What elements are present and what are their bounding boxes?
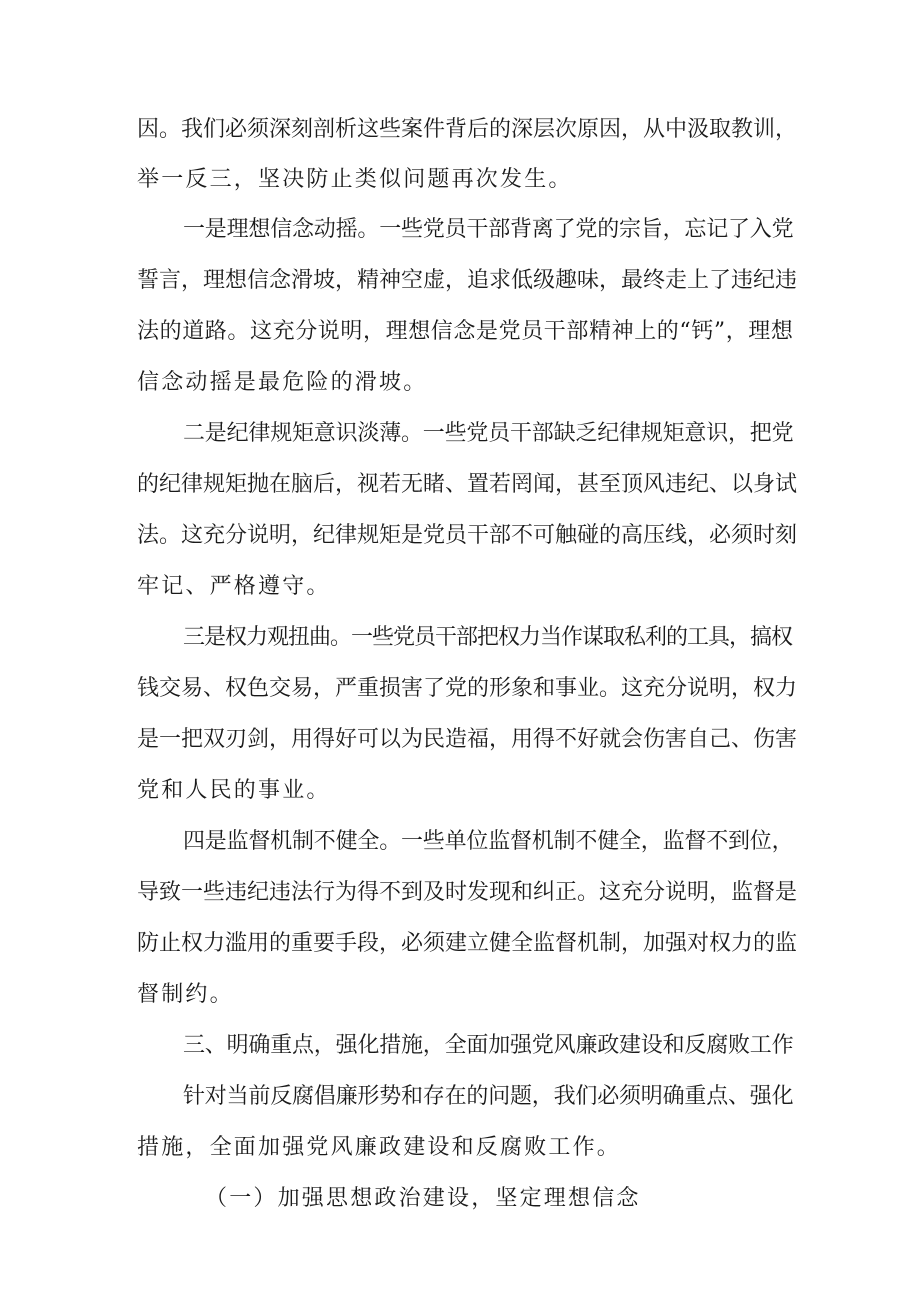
subsection-heading: （一）加强思想政治建设，坚定理想信念 xyxy=(205,1186,641,1211)
text-line: 钱交易、权色交易，严重损害了党的形象和事业。这充分说明，权力 xyxy=(137,676,798,701)
paragraph-start: 三是权力观扭曲。一些党员干部把权力当作谋取私利的工具，搞权 xyxy=(183,625,793,650)
paragraph-start: 二是纪律规矩意识淡薄。一些党员干部缺乏纪律规矩意识，把党 xyxy=(183,421,794,446)
paragraph-start: 一是理想信念动摇。一些党员干部背离了党的宗旨，忘记了入党 xyxy=(183,217,794,242)
text-line: 法的道路。这充分说明，理想信念是党员干部精神上的“钙”，理想 xyxy=(137,319,794,344)
text-line: 因。我们必须深刻剖析这些案件背后的深层次原因，从中汲取教训， xyxy=(137,117,798,142)
paragraph-start: 针对当前反腐倡廉形势和存在的问题，我们必须明确重点、强化 xyxy=(183,1084,794,1109)
text-line: 是一把双刃剑，用得好可以为民造福，用得不好就会伤害自己、伤害 xyxy=(137,727,798,752)
text-line: 导致一些违纪违法行为得不到及时发现和纠正。这充分说明，监督是 xyxy=(137,880,798,905)
text-line: 举一反三，坚决防止类似问题再次发生。 xyxy=(137,167,573,192)
text-line: 党和人民的事业。 xyxy=(137,778,331,803)
text-line: 信念动摇是最危险的滑坡。 xyxy=(137,370,428,395)
text-line: 誓言，理想信念滑坡，精神空虚，追求低级趣味，最终走上了违纪违 xyxy=(137,268,798,293)
text-line: 的纪律规矩抛在脑后，视若无睹、置若罔闻，甚至顶风违纪、以身试 xyxy=(137,472,798,497)
text-line: 防止权力滥用的重要手段，必须建立健全监督机制，加强对权力的监 xyxy=(137,931,798,956)
text-line: 督制约。 xyxy=(137,982,234,1007)
text-line: 法。这充分说明，纪律规矩是党员干部不可触碰的高压线，必须时刻 xyxy=(137,523,798,548)
text-line: 措施，全面加强党风廉政建设和反腐败工作。 xyxy=(137,1135,622,1160)
text-line: 牢记、严格遵守。 xyxy=(137,574,331,599)
section-heading: 三、明确重点，强化措施，全面加强党风廉政建设和反腐败工作 xyxy=(183,1033,794,1058)
paragraph-start: 四是监督机制不健全。一些单位监督机制不健全，监督不到位， xyxy=(183,829,794,854)
